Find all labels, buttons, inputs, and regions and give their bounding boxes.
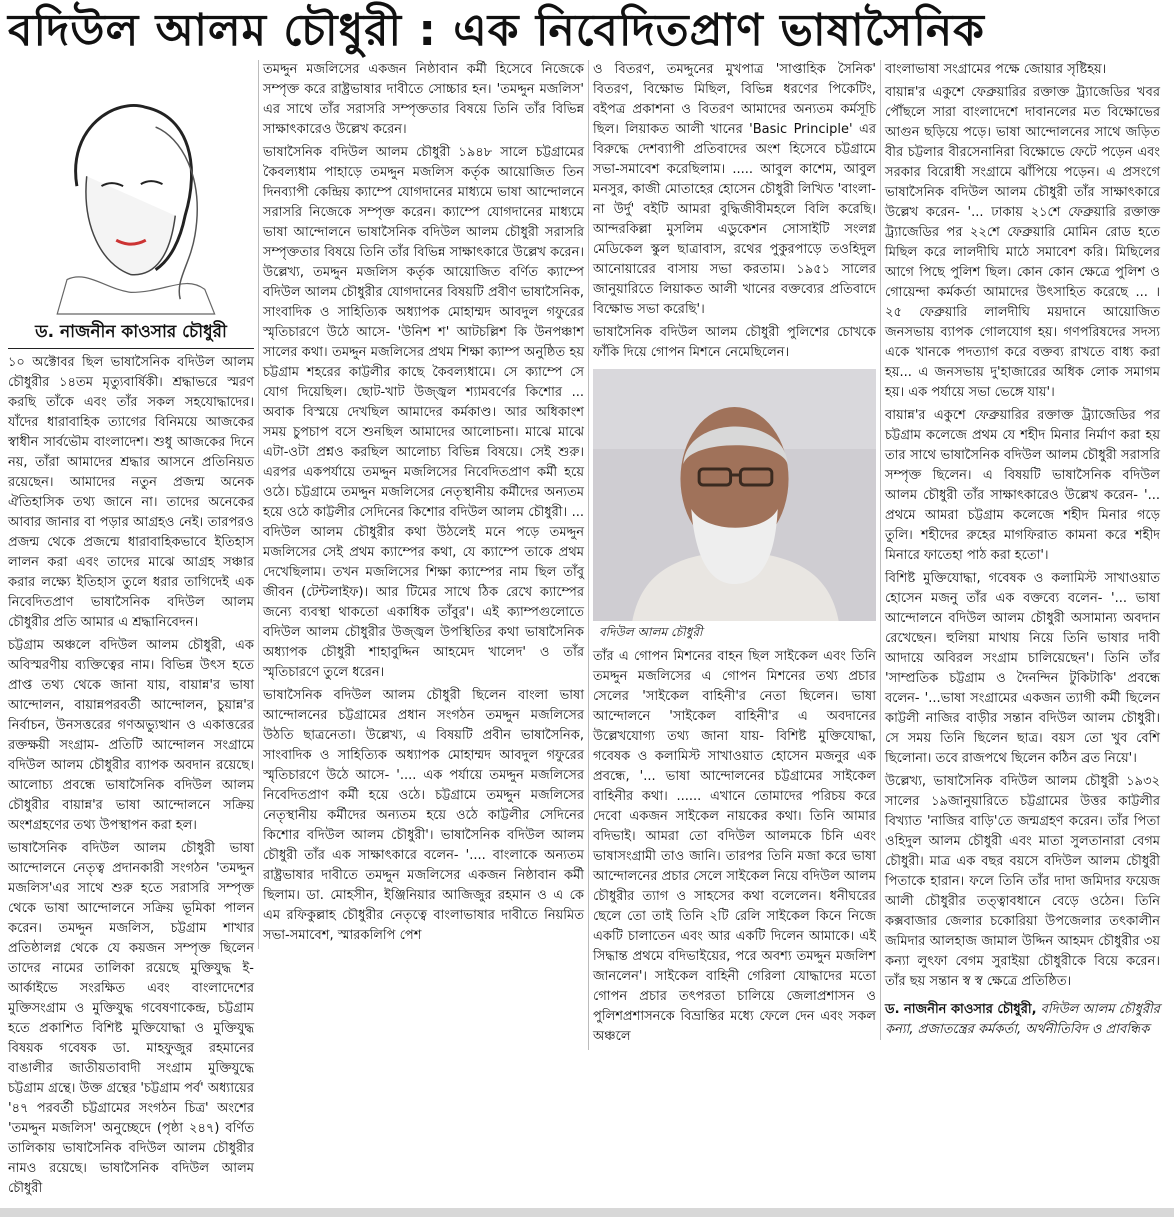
paragraph: ভাষাসৈনিক বদিউল আলম চৌধুরী পুলিশের চোখকে ফাঁকি দিয়ে গোপন মিশনে নেমেছিলেন। [593, 325, 876, 360]
paragraph: বিশিষ্ট মুক্তিযোদ্ধা, গবেষক ও কলামিস্ট সাখাওয়াত হোসেন মজনু তাঁর এক বক্তব্যে বলেন- '... ভাষা আন্দোলনে বদিউল আলম চৌধুরী অসামান্য অবদান রেখেছেন। হুলিয়া মাথায় নিয়ে তিনি ভাষার দাবী আদায়ে অবিরল সংগ্রাম চালিয়েছেন'। তিনি তাঁর 'সাম্প্রতিক চট্টগ্রাম ও দৈনন্দিন টুকিটাকি' প্রবন্ধে বলেন- '...ভাষা সংগ্রামের একজন ত্যাগী কর্মী ছিলেন কাট্টলী নাজির বাড়ীর সন্তান বদিউল আলম চৌধুরী। সে সময় তিনি ছিলেন ছাত্র। বয়স তো খুব বেশি ছিলোনা। তবে রাজপথে ছিলেন কঠিন ব্রত নিয়ে'। [885, 571, 1160, 766]
footer-author-bio: বদিউল আলম চৌধুরীর কন্যা, প্রজাতন্ত্রের কর্মকর্তা, অর্থনীতিবিদ ও প্রাবন্ধিক [885, 1002, 1160, 1037]
paragraph: বায়ান্ন'র একুশে ফেব্রুয়ারির রক্তাক্ত ট্র্যাজেডির খবর পৌঁছলে সারা বাংলাদেশে দাবানলের মত বিক্ষোভের আগুন ছড়িয়ে পড়ে। ভাষা আন্দোলনের সাথে জড়িত বীর চট্টলার বীরসেনানিরা বিক্ষোভে ফেটে পড়েন এবং সরকার বিরোধী সংগ্রামে ঝাঁপিয়ে পড়েন। এ প্রসংগে ভাষাসৈনিক বদিউল আলম চৌধুরী তাঁর সাক্ষাৎকারে উল্লেখ করেন- '... ঢাকায় ২১শে ফেব্রুয়ারি রক্তাক্ত ট্র্যাজেডির পর ২২শে ফেব্রুয়ারি মোমিন রোড হতে মিছিল করে লালদীঘি মাঠে সমাবেশ করি। মিছিলের আগে পিছে পুলিশ ছিল। কোন কোন ক্ষেত্রে পুলিশ ও গোয়েন্দা কর্মকর্তা আমাদের উৎসাহিত করেছে ... । ২৫ ফেব্রুয়ারি লালদীঘি ময়দানে আয়োজিত জনসভায় ব্যাপক গোলযোগ হয়। গণপরিষদের সদস্য একে খানকে পদত্যাগ করে বক্তব্য রাখতে বাধ্য করা হয়... এ জনসভায় দু'হাজারের অধিক লোক সমাগম হয়। এক পর্যায়ে সভা ভেঙ্গে যায়'। [885, 85, 1160, 400]
portrait-photo [593, 369, 876, 621]
portrait-photo-image [593, 369, 876, 621]
column-2 [258, 60, 588, 949]
paragraph: ও বিতরণ, তমদ্দুনের মুখপাত্র 'সাপ্তাহিক সৈনিক' বিতরণ, বিক্ষোভ মিছিল, বিভিন্ন ধরণের পিকেটিং, বইপত্র প্রকাশনা ও বিতরণ আমাদের অন্যতম কর্মসূচি ছিল। লিয়াকত আলী খানের 'Basic Principle' এর বিরুদ্ধে দেশব্যাপী প্রতিবাদের অংশ হিসেবে চট্টগ্রামে সভা-সমাবেশ করেছিলাম। ..... আবুল কাশেম, আবুল মনসুর, কাজী মোতাহের হোসেন চৌধুরী লিখিত 'বাংলা-না উর্দু' বইটি আমরা বুদ্ধিজীবীমহলে বিলি করেছি। আন্দরকিল্লা মুসলিম এডুকেশন সোসাইটি সংলগ্ন মেডিকেল স্কুল ছাত্রাবাস, রথের পুকুরপাড়ে তওহিদুল আনোয়ারের বাসায় সভা করতাম। ১৯৫১ সালের জানুয়ারিতে লিয়াকত আলী খানের বক্তব্যের প্রতিবাদে বিক্ষোভ সভা করেছি'। [593, 62, 876, 317]
column-3 [588, 60, 880, 1050]
article-title: বদিউল আলম চৌধুরী : এক নিবেদিতপ্রাণ ভাষাসৈনিক [8, 5, 985, 56]
author-portrait-sketch [8, 66, 254, 316]
author-byline: ড. নাজনীন কাওসার চৌধুরী [8, 316, 254, 349]
author-footer [885, 1000, 1160, 1040]
photo-caption: বদিউল আলম চৌধুরী [599, 625, 703, 639]
paragraph: ভাষাসৈনিক বদিউল আলম চৌধুরী ভাষা আন্দোলনে নেতৃত্ব প্রদানকারী সংগঠন 'তমদ্দুন মজলিস'এর সাথে শুরু হতে সরাসরি সম্পৃক্ত থেকে ভাষা আন্দোলনে সক্রিয় ভূমিকা পালন করেন। তমদ্দুন মজলিস, চট্টগ্রাম শাখার প্রতিষ্ঠালগ্ন থেকে যে কয়জন সম্পৃক্ত ছিলেন তাদের নামের তালিকা রয়েছে মুক্তিযুদ্ধ ই-আর্কাইভে সংরক্ষিত এবং বাংলাদেশের মুক্তিসংগ্রাম ও মুক্তিযুদ্ধ গবেষণাকেন্দ্র, চট্টগ্রাম হতে প্রকাশিত বিশিষ্ট মুক্তিযোদ্ধা ও মুক্তিযুদ্ধ বিষয়ক গবেষক ডা. মাহফুজুর রহমানের বাঙালীর জাতীয়তাবাদী সংগ্রাম মুক্তিযুদ্ধে চট্টগ্রাম গ্রন্থে। উক্ত গ্রন্থের 'চট্টগ্রাম পর্ব' অধ্যায়ের '৪৭ পরবর্তী চট্টগ্রামের সংগঠন চিত্র' অংশের 'তমদ্দুন মজলিস' অনুচ্ছেদে (পৃষ্ঠা ২৪৭) বর্ণিত তালিকায় ভাষাসৈনিক বদিউল আলম চৌধুরীর নামও রয়েছে। ভাষাসৈনিক বদিউল আলম চৌধুরী [8, 841, 254, 1196]
paragraph: উল্লেখ্য, ভাষাসৈনিক বদিউল আলম চৌধুরী ১৯৩২ সালের ১৯জানুয়ারিতে চট্টগ্রামের উত্তর কাট্টলীর বিখ্যাত 'নাজির বাড়ি'তে জন্মগ্রহণ করেন। তাঁর পিতা ওহিদুল আলম চৌধুরী এবং মাতা সুলতানারা বেগম চৌধুরী। মাত্র এক বছর বয়সে বদিউল আলম চৌধুরী পিতাকে হারান। ফলে তিনি তাঁর দাদা জমিদার ফয়েজ আলী চৌধুরীর তত্ত্বাবধানে বেড়ে ওঠেন। তিনি কক্সবাজার জেলার চকোরিয়া উপজেলার তৎকালীন জমিদার আলহাজ জামাল উদ্দিন আহমদ চৌধুরীর ৩য় কন্যা লুৎফা বেগম সুরাইয়া চৌধুরীকে বিয়ে করেন। তাঁর ছয় সন্তান স্ব স্ব ক্ষেত্রে প্রতিষ্ঠিত। [885, 774, 1160, 989]
footer-author-name: ড. নাজনীন কাওসার চৌধুরী, [885, 1002, 1037, 1017]
paragraph: ১০ অক্টোবর ছিল ভাষাসৈনিক বদিউল আলম চৌধুরীর ১৪তম মৃত্যুবার্ষিকী। শ্রদ্ধাভরে স্মরণ করছি তাঁকে এবং তাঁর সকল সহযোদ্ধাদের। যাঁদের ধারাবাহিক ত্যাগের বিনিময়ে আজকের স্বাধীন সার্বভৌম বাংলাদেশ। শুধু আজকের দিনে নয়, তাঁরা আমাদের শ্রদ্ধার আসনে প্রতিনিয়ত রয়েছেন। আমাদের নতুন প্রজন্ম অনেক ঐতিহাসিক তথ্য জানে না। তাদের অনেকের আবার জানার বা পড়ার আগ্রহও নেই। তারপরও প্রজন্ম থেকে প্রজন্মে ধারাবাহিকভাবে ইতিহাস লালন করা এবং তাদের মাঝে আগ্রহ সঞ্চার করার লক্ষ্যে ইতিহাস তুলে ধরার তাগিদেই এক নিবেদিতপ্রাণ ভাষাসৈনিক বদিউল আলম চৌধুরীর প্রতি আমার এ শ্রদ্ধানিবেদন। [8, 355, 254, 630]
paragraph: চট্টগ্রাম অঞ্চলে বদিউল আলম চৌধুরী, এক অবিস্মরণীয় ব্যক্তিত্বের নাম। বিভিন্ন উৎস হতে প্রাপ্ত তথ্য থেকে জানা যায়, বায়ান্ন'র ভাষা আন্দোলন, বায়ান্নপরবর্তী আন্দোলন, চুয়ান্ন'র নির্বাচন, উনসত্তরের গণঅভ্যুত্থান ও একাত্তরের রক্তক্ষয়ী সংগ্রাম- প্রতিটি আন্দোলন সংগ্রামে বদিউল আলম চৌধুরীর ব্যাপক অবদান রয়েছে। আলোচ্য প্রবন্ধে ভাষাসৈনিক বদিউল আলম চৌধুরীর বায়ান্ন'র ভাষা আন্দোলনে সক্রিয় অংশগ্রহণের তথ্য উপস্থাপন করা হল। [8, 638, 254, 833]
paragraph: ভাষাসৈনিক বদিউল আলম চৌধুরী ১৯৪৮ সালে চট্টগ্রামের কৈবল্যধাম পাহাড়ে তমদ্দুন মজলিস কর্তৃক আয়োজিত তিন দিনব্যাপী কেন্দ্রিয় ক্যাম্পে যোগদানের মাধ্যমে ভাষা আন্দোলনে সরাসরি নিজেকে সম্পৃক্ত করেন। ক্যাম্পে যোগদানের মাধ্যমে ভাষা আন্দোলনে ভাষাসৈনিক বদিউল আলম চৌধুরী সরাসরি সম্পৃক্ততার বিষয়ে তিনি তাঁর বিভিন্ন সাক্ষাৎকারে উল্লেখ করেন। উল্লেখ্য, তমদ্দুন মজলিস কর্তৃক আয়োজিত বর্ণিত ক্যাম্পে বদিউল আলম চৌধুরীর যোগদানের বিষয়টি প্রবীণ ভাষাসৈনিক, সাংবাদিক ও সাহিত্যিক অধ্যাপক মোহাম্মদ আবদুল গফুরের স্মৃতিচারণে উঠে আসে- 'উনিশ শ' আটচল্লিশ কি উনপঞ্চাশ সালের কথা। তমদ্দুন মজলিসের প্রথম শিক্ষা ক্যাম্প অনুষ্ঠিত হয় চট্টগ্রাম শহরের কাট্টলীর কাছে কৈবল্যধামে। সে ক্যাম্পে সে যোগ দিয়েছিল। ছোট-খাট উজ্জ্বল শ্যামবর্ণের কিশোর ... অবাক বিস্ময়ে দেখছিল আমাদের কর্মকাণ্ড। আর অধিকাংশ সময় চুপচাপ বসে শুনছিল আমাদের আলোচনা। মাঝে মাঝে এটা-ওটা প্রশ্নও করছিল আলোচ্য বিভিন্ন বিষয়ে। সেই শুরু। এরপর একপর্যায়ে তমদ্দুন মজলিসের নিবেদিতপ্রাণ কর্মী হয়ে ওঠে। চট্টগ্রামে তমদ্দুন মজলিসের নেতৃস্থানীয় কর্মীদের অন্যতম হয়ে ওঠে কাট্টলীর সেদিনের কিশোর বদিউল আলম চৌধুরী। ... বদিউল আলম চৌধুরীর কথা উঠলেই মনে পড়ে তমদ্দুন মজলিসের সেই প্রথম ক্যাম্পের কথা, যে ক্যাম্পে তাকে প্রথম দেখেছিলাম। তখন মজলিসের শিক্ষা ক্যাম্পের নাম ছিল তাঁবু জীবন (টেন্টলাইফ)। আর টিমের সাথে ঠিক রেখে ক্যাম্পের জন্যে ব্যবস্থা থাকতো একাধিক তাঁবুর'। এই ক্যাম্পগুলোতে বদিউল আলম চৌধুরীর উজ্জ্বল উপস্থিতির কথা ভাষাসৈনিক অধ্যাপক চৌধুরী শাহাবুদ্দিন আহমেদ খালেদ' ও তাঁর স্মৃতিচারণে তুলে ধরেন। [263, 145, 584, 680]
column-4 [880, 60, 1164, 1040]
paragraph: ভাষাসৈনিক বদিউল আলম চৌধুরী ছিলেন বাংলা ভাষা আন্দোলনের চট্টগ্রামের প্রধান সংগঠন তমদ্দুন মজলিসের উঠতি ছাত্রনেতা। উল্লেখ্য, এ বিষয়টি প্রবীন ভাষাসৈনিক, সাংবাদিক ও সাহিত্যিক অধ্যাপক মোহাম্মদ আবদুল গফুরের স্মৃতিচারণে উঠে আসে- '.... এক পর্যায়ে তমদ্দুন মজলিসের নিবেদিতপ্রাণ কর্মী হয়ে ওঠে। চট্টগ্রামে তমদ্দুন মজলিসের নেতৃস্থানীয় কর্মীদের অন্যতম হয়ে ওঠে কাট্টলীর সেদিনের কিশোর বদিউল আলম চৌধুরী'। ভাষাসৈনিক বদিউল আলম চৌধুরী তাঁর এক সাক্ষাৎকারে বলেন- '.... বাংলাকে অন্যতম রাষ্ট্রভাষার দাবীতে তমদ্দুন মজলিসের একজন নিষ্ঠাবান কর্মী ছিলাম। ডা. মোহসীন, ইঞ্জিনিয়ার আজিজুর রহমান ও এ কে এম রফিকুল্লাহ চৌধুরীর নেতৃত্বে বাংলাভাষার দাবীতে নিয়মিত সভা-সমাবেশ, স্মারকলিপি পেশ [263, 688, 584, 943]
article-columns [0, 60, 1174, 1202]
column-1 [4, 60, 258, 1202]
paragraph: তমদ্দুন মজলিসের একজন নিষ্ঠাবান কর্মী হিসেবে নিজেকে সম্পৃক্ত করে রাষ্ট্রভাষার দাবীতে সোচ্চার হন। 'তমদ্দুন মজলিস' এর সাথে তাঁর সরাসরি সম্পৃক্ততার বিষয়ে তিনি তাঁর বিভিন্ন সাক্ষাৎকারেও উল্লেখ করেন। [263, 62, 584, 137]
page-bottom-bar [0, 1208, 1174, 1217]
paragraph: তাঁর এ গোপন মিশনের বাহন ছিল সাইকেল এবং তিনি তমদ্দুন মজলিসের এ গোপন মিশনের তথ্য প্রচার সেলের 'সাইকেল বাহিনী'র নেতা ছিলেন। ভাষা আন্দোলনে 'সাইকেল বাহিনী'র এ অবদানের উল্লেখযোগ্য তথ্য জানা যায়- বিশিষ্ট মুক্তিযোদ্ধা, গবেষক ও কলামিস্ট সাখাওয়াত হোসেন মজনুর এক প্রবন্ধে, '... ভাষা আন্দোলনের চট্টগ্রামের সাইকেল বাহিনীর কথা। ...... এখানে তোমাদের পরিচয় করে দেবো একজন সাইকেল নায়কের কথা। তিনি আমার বদিভাই। আমরা তো বদিউল আলমকে চিনি এবং ভাষাসংগ্রামী তাও জানি। তারপর তিনি মজা করে ভাষা আন্দোলনের প্রচার সেলে সাইকেল নিয়ে বদিউল আলম চৌধুরীর ত্যাগ ও সাহসের কথা বলেলেন। ধনীঘরের ছেলে তো তাই তিনি ২টি রেলি সাইকেল কিনে নিজে একটি চালাতেন এবং আর একটি দিলেন আমাকে। এই সিদ্ধান্ত প্রথমে বদিভাইয়ের, পরে অবশ্য তমদ্দুন মজলিশ জানলেন'। সাইকেল বাহিনী গেরিলা যোদ্ধাদের মতো গোপন প্রচার তৎপরতা চালিয়ে জেলাপ্রশাসন ও পুলিশপ্রশাসনকে বিভ্রান্তির মধ্যে ফেলে দেন এবং সকল অঞ্চলে [593, 649, 876, 1044]
paragraph: বাংলাভাষা সংগ্রামের পক্ষে জোয়ার সৃষ্টিহয়। [885, 62, 1107, 77]
paragraph: বায়ান্ন'র একুশে ফেব্রুয়ারির রক্তাক্ত ট্র্যাজেডির পর চট্টগ্রাম কলেজে প্রথম যে শহীদ মিনার নির্মাণ করা হয় তার সাথে ভাষাসৈনিক বদিউল আলম চৌধুরী সরাসরি সম্পৃক্ত ছিলেন। এ বিষয়টি ভাষাসৈনিক বদিউল আলম চৌধুরী তাঁর সাক্ষাৎকারেও উল্লেখ করেন- '... প্রথমে আমরা চট্টগ্রাম কলেজে শহীদ মিনার গড়ে তুলি। শহীদের রুহের মাগফিরাত কামনা করে শহীদ মিনারে ফাতেহা পাঠ করা হতো'। [885, 408, 1160, 563]
